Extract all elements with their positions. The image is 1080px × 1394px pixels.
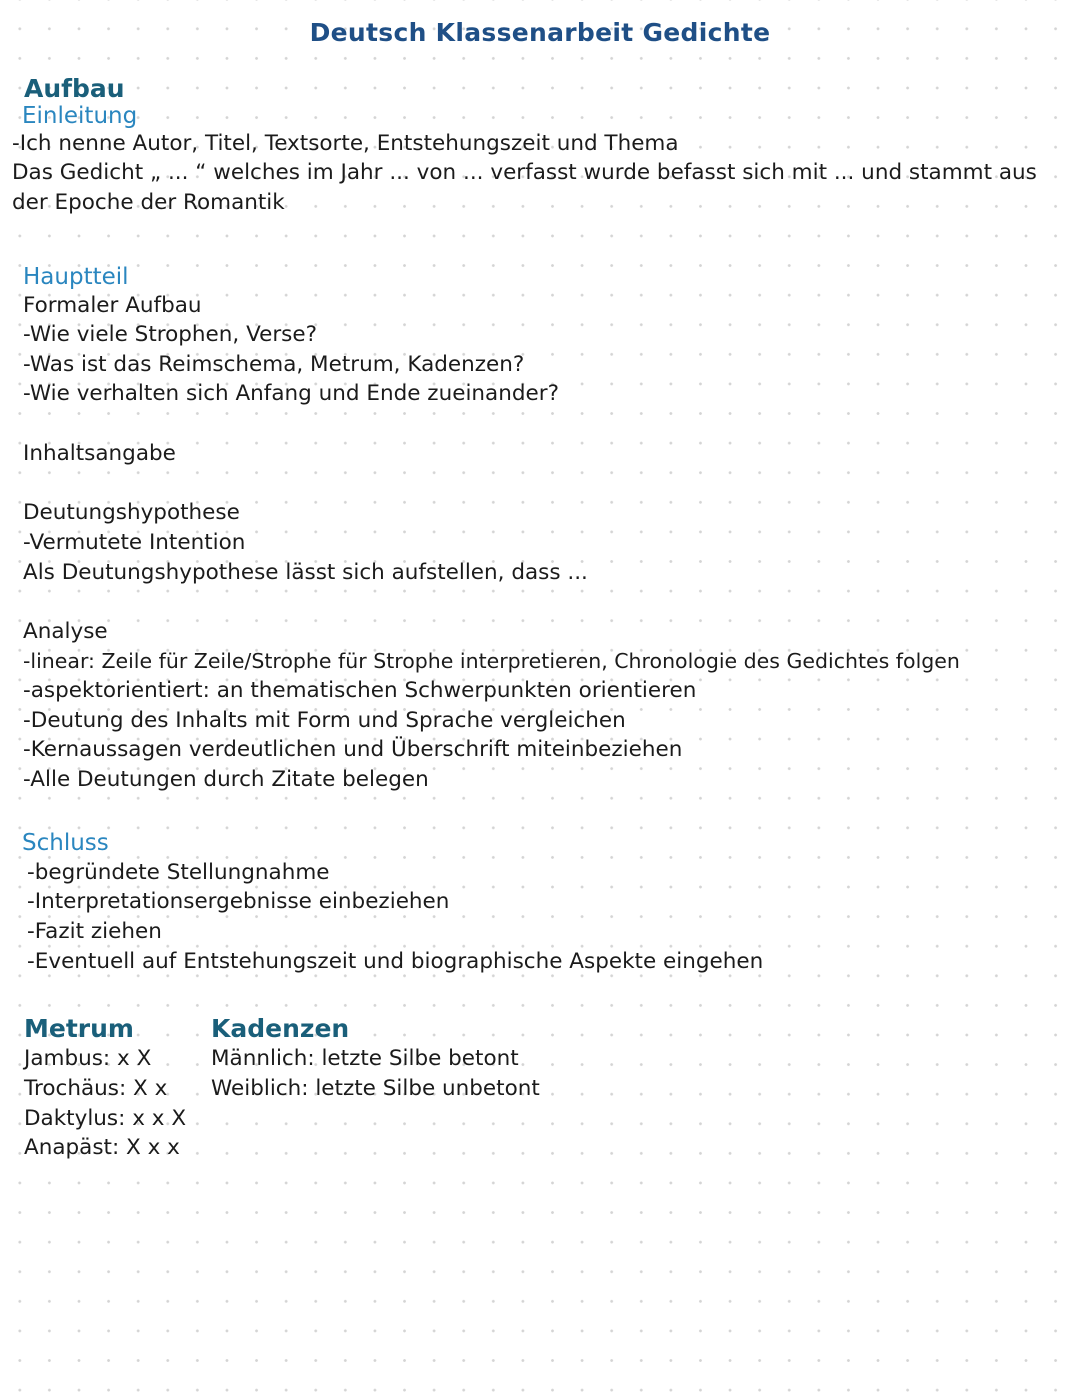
page-title: Deutsch Klassenarbeit Gedichte — [309, 18, 771, 47]
inhaltsangabe-label: Inhaltsangabe — [23, 441, 176, 466]
analyse-line: -aspektorientiert: an thematischen Schwerpunkten orientieren — [23, 678, 697, 703]
heading-kadenzen: Kadenzen — [211, 1014, 350, 1043]
heading-hauptteil: Hauptteil — [23, 264, 129, 290]
analyse-line: -linear: Zeile für Zeile/Strophe für Strophe interpretieren, Chronologie des Gedichtes folgen — [23, 649, 960, 673]
formaler-aufbau-label: Formaler Aufbau — [23, 293, 202, 318]
kadenzen-item: Weiblich: letzte Silbe unbetont — [211, 1076, 540, 1101]
deutungshypothese-label: Deutungshypothese — [23, 500, 240, 525]
formaler-aufbau-line: -Wie verhalten sich Anfang und Ende zueinander? — [23, 381, 559, 406]
metrum-item: Daktylus: x x X — [24, 1106, 187, 1131]
schluss-line: -begründete Stellungnahme — [27, 860, 330, 885]
einleitung-line: der Epoche der Romantik — [12, 190, 285, 215]
schluss-line: -Interpretationsergebnisse einbeziehen — [27, 889, 450, 914]
formaler-aufbau-line: -Wie viele Strophen, Verse? — [23, 322, 318, 347]
analyse-line: -Kernaussagen verdeutlichen und Überschrift miteinbeziehen — [23, 737, 683, 762]
metrum-item: Jambus: x X — [24, 1046, 152, 1071]
analyse-line: -Alle Deutungen durch Zitate belegen — [23, 767, 429, 792]
heading-aufbau: Aufbau — [24, 74, 125, 103]
kadenzen-item: Männlich: letzte Silbe betont — [211, 1046, 519, 1071]
analyse-label: Analyse — [23, 619, 108, 644]
einleitung-line: Das Gedicht „ ... “ welches im Jahr ... von ... verfasst wurde befasst sich mit ... und stammt aus — [12, 160, 1037, 185]
deutungshypothese-line: Als Deutungshypothese lässt sich aufstellen, dass ... — [23, 560, 588, 585]
analyse-line: -Deutung des Inhalts mit Form und Sprache vergleichen — [23, 708, 626, 733]
heading-schluss: Schluss — [22, 830, 109, 856]
einleitung-line: -Ich nenne Autor, Titel, Textsorte, Entstehungszeit und Thema — [12, 131, 679, 156]
metrum-item: Trochäus: X x — [24, 1076, 168, 1101]
metrum-item: Anapäst: X x x — [24, 1135, 180, 1160]
heading-einleitung: Einleitung — [22, 103, 138, 129]
heading-metrum: Metrum — [24, 1014, 134, 1043]
formaler-aufbau-line: -Was ist das Reimschema, Metrum, Kadenzen? — [23, 352, 525, 377]
schluss-line: -Fazit ziehen — [27, 919, 162, 944]
schluss-line: -Eventuell auf Entstehungszeit und biographische Aspekte eingehen — [27, 949, 764, 974]
deutungshypothese-line: -Vermutete Intention — [23, 530, 246, 555]
